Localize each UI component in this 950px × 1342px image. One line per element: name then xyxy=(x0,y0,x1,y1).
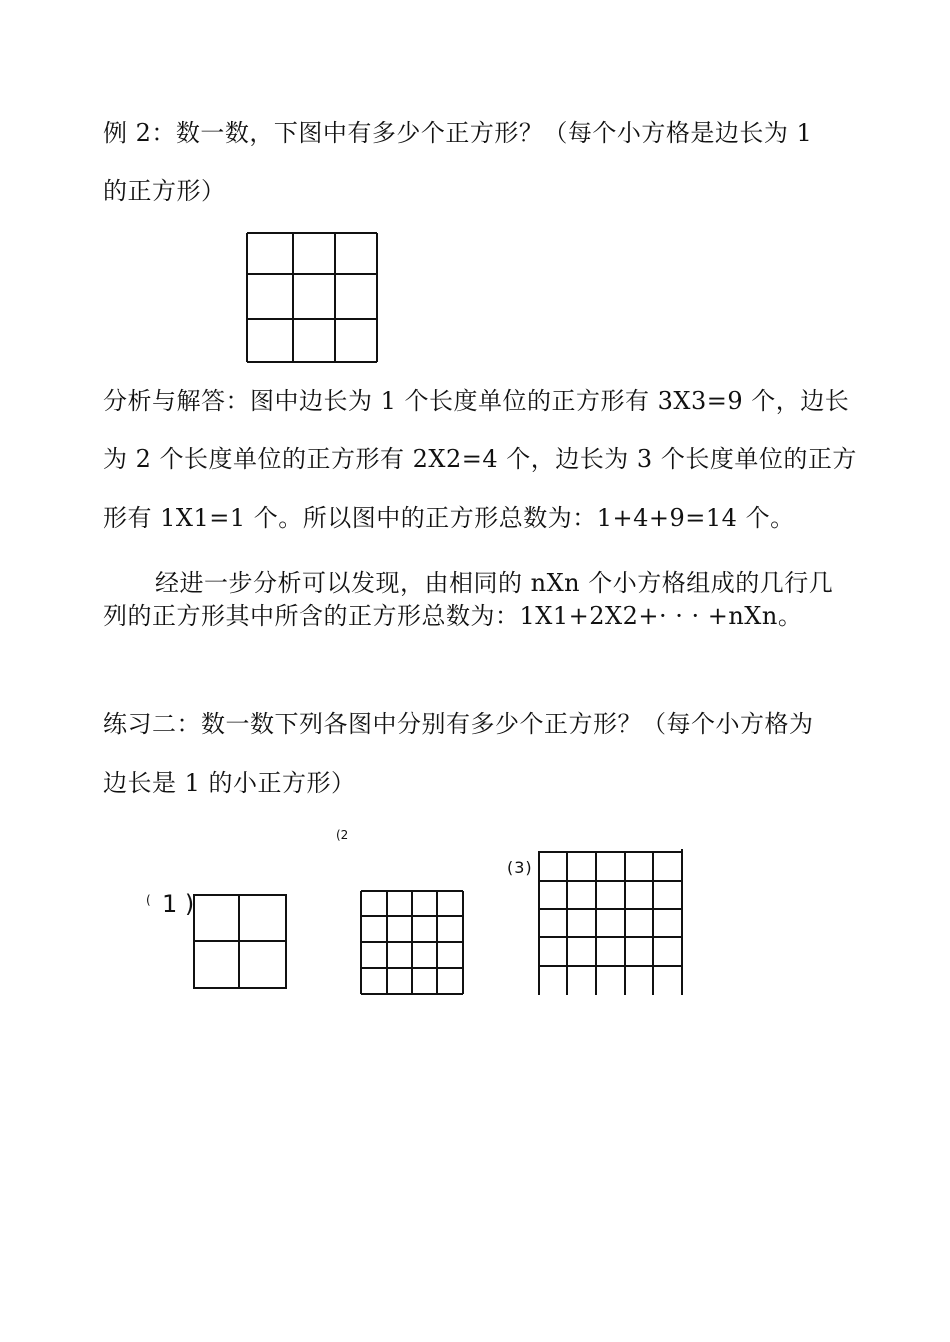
example-line-2: 的正方形） xyxy=(103,177,226,205)
exercise-line-1: 练习二：数一数下列各图中分别有多少个正方形？（每个小方格为 xyxy=(103,710,814,738)
figure-1-open-paren: ( xyxy=(146,893,151,907)
exercise-line-2: 边长是 1 的小正方形） xyxy=(103,769,356,797)
exercise-grid-5x5 xyxy=(536,849,686,996)
analysis-line-2: 为 2 个长度单位的正方形有 2X2=4 个，边长为 3 个长度单位的正方 xyxy=(103,445,857,473)
figure-2-label: (2 xyxy=(336,828,349,842)
exercise-grid-2x2 xyxy=(192,893,290,991)
example-grid-3x3 xyxy=(244,231,380,364)
analysis-line-1: 分析与解答：图中边长为 1 个长度单位的正方形有 3X3=9 个，边长 xyxy=(103,387,850,415)
figure-1-label: 1 ) xyxy=(162,890,195,918)
figure-3-label: (3) xyxy=(507,858,533,877)
analysis-line-3: 形有 1X1=1 个。所以图中的正方形总数为：1+4+9=14 个。 xyxy=(103,504,795,532)
conclusion-line-1: 经进一步分析可以发现，由相同的 nXn 个小方格组成的几行几 xyxy=(155,569,834,597)
exercise-grid-4x4 xyxy=(359,889,467,997)
example-line-1: 例 2：数一数，下图中有多少个正方形？（每个小方格是边长为 1 xyxy=(103,119,813,147)
conclusion-line-2: 列的正方形其中所含的正方形总数为：1X1+2X2+· · · +nXn。 xyxy=(103,602,803,630)
